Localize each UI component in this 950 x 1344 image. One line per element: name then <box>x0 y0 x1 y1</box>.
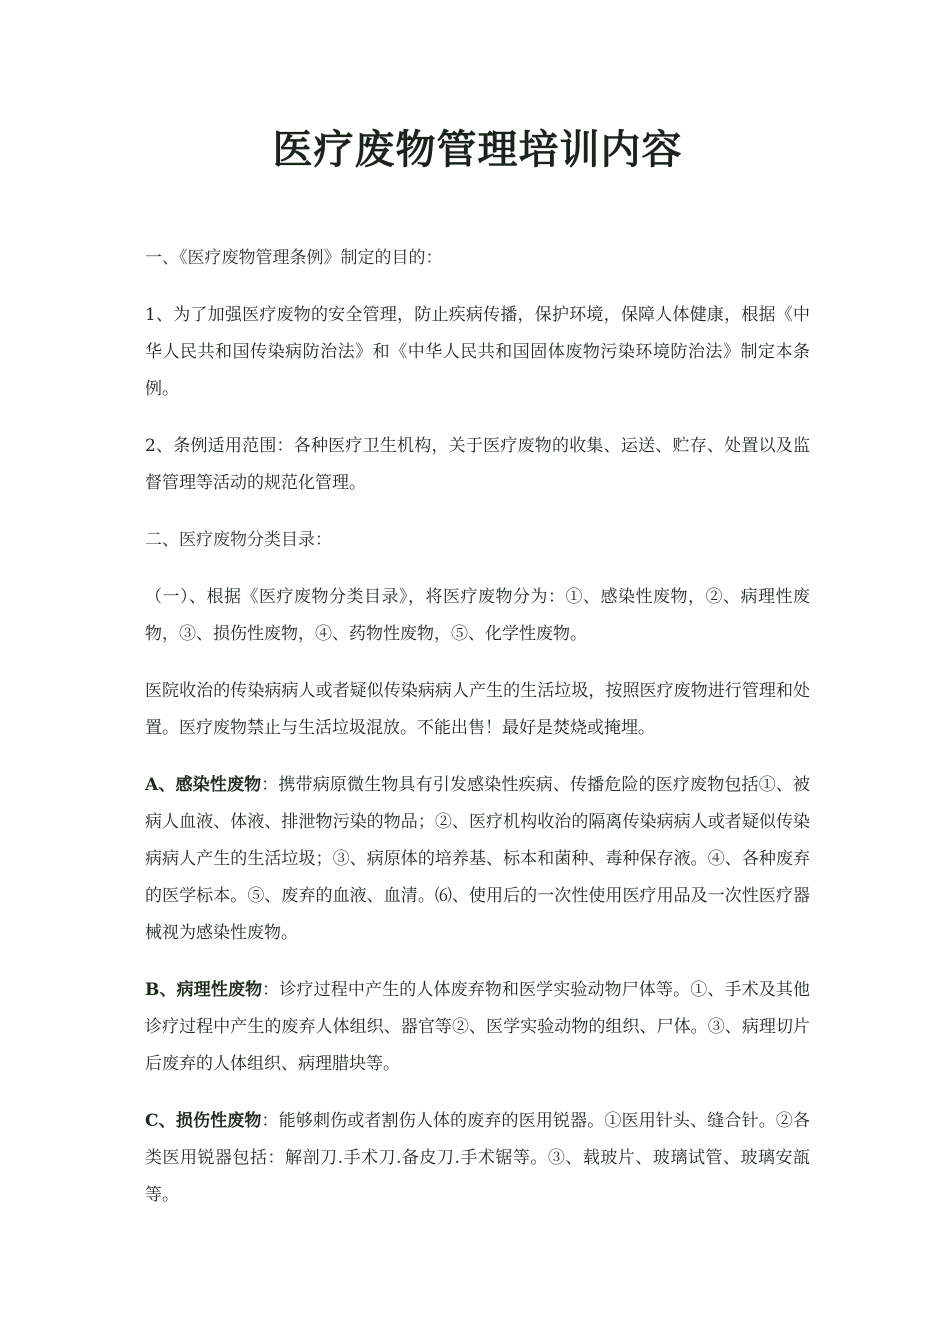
paragraph-lead: C、损伤性废物 <box>145 1111 262 1131</box>
paragraph-pathological-waste <box>145 972 810 1083</box>
paragraph-text: 二、医疗废物分类目录： <box>145 530 332 550</box>
paragraph-injurious-waste <box>145 1103 810 1214</box>
paragraph-categories <box>145 579 810 653</box>
paragraph-lead: B、病理性废物 <box>145 980 263 1000</box>
paragraph-text: ：能够刺伤或者割伤人体的废弃的医用锐器。①医用针头、缝合针。②各类医用锐器包括：解剖刀.手术刀.备皮刀.手术锯等。③、载玻片、玻璃试管、玻璃安瓿等。 <box>145 1111 811 1205</box>
paragraph-lead: A、感染性废物 <box>145 775 262 795</box>
paragraph-text: 一、《医疗废物管理条例》制定的目的： <box>145 248 443 268</box>
paragraph-text: 医院收治的传染病病人或者疑似传染病病人产生的生活垃圾，按照医疗废物进行管理和处置。医疗废物禁止与生活垃圾混放。不能出售！最好是焚烧或掩埋。 <box>145 681 810 738</box>
paragraph-purpose <box>145 297 810 408</box>
paragraph-text: 2、条例适用范围：各种医疗卫生机构，关于医疗废物的收集、运送、贮存、处置以及监督管理等活动的规范化管理。 <box>145 436 810 493</box>
paragraph-scope <box>145 428 810 502</box>
paragraph-text: （一）、根据《医疗废物分类目录》，将医疗废物分为：①、感染性废物，②、病理性废物，③、损伤性废物，④、药物性废物，⑤、化学性废物。 <box>145 587 810 644</box>
paragraph-hospital-waste <box>145 673 810 747</box>
paragraph-text: 1、为了加强医疗废物的安全管理，防止疾病传播，保护环境，保障人体健康，根据《中华人民共和国传染病防治法》和《中华人民共和国固体废物污染环境防治法》制定本条例。 <box>145 305 810 399</box>
paragraph-text: ：携带病原微生物具有引发感染性疾病、传播危险的医疗废物包括①、被病人血液、体液、排泄物污染的物品；②、医疗机构收治的隔离传染病病人或者疑似传染病病人产生的生活垃圾；③、病原体的培养基、标本和菌种、毒种保存液。④、各种废弃的医学标本。⑤、废弃的血液、血清。⑹、使用后的一次性使用医疗用品及一次性医疗器械视为感染性废物。 <box>145 775 810 943</box>
paragraph-text: ：诊疗过程中产生的人体废弃物和医学实验动物尸体等。①、手术及其他诊疗过程中产生的废弃人体组织、器官等②、医学实验动物的组织、尸体。③、病理切片后废弃的人体组织、病理腊块等。 <box>145 980 811 1074</box>
document-page <box>145 118 810 1234</box>
paragraph-section-1-heading <box>145 240 810 277</box>
paragraph-infectious-waste <box>145 767 810 952</box>
paragraph-section-2-heading <box>145 522 810 559</box>
document-title: 医疗废物管理培训内容 <box>272 126 683 173</box>
